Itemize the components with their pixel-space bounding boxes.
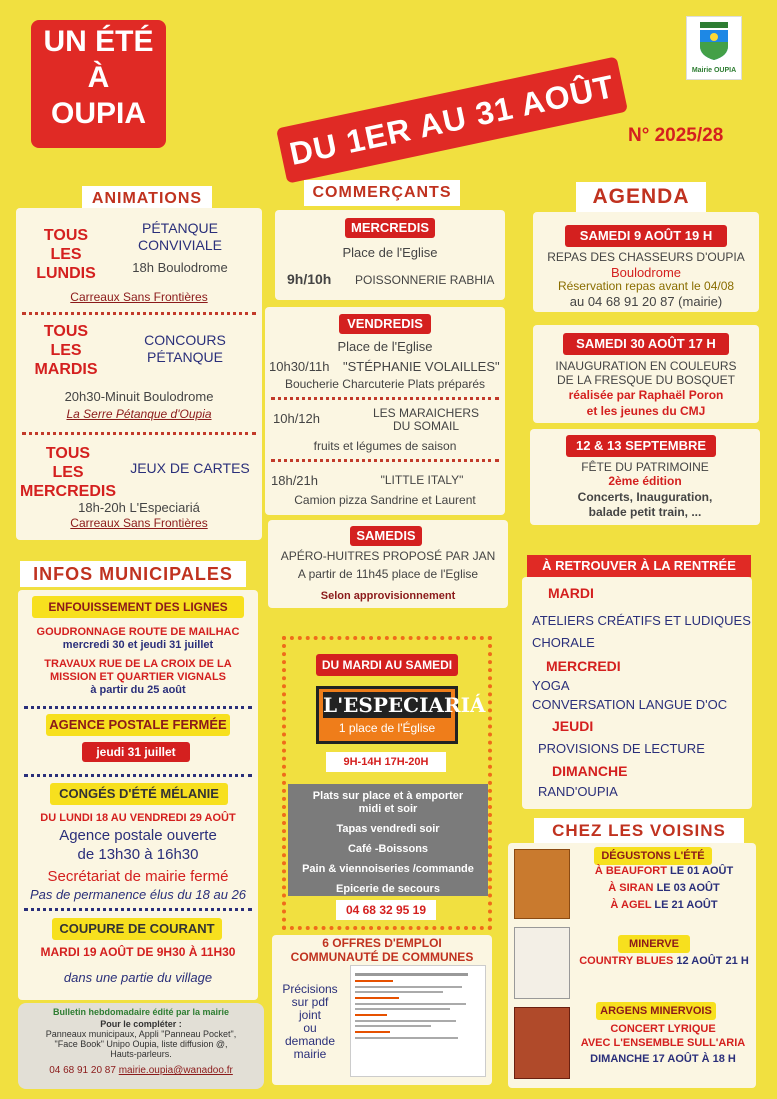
- especiaria-address: 1 place de l'Église: [338, 721, 436, 735]
- act-concours: CONCOURS PÉTANQUE: [144, 332, 226, 365]
- samedis-tag: SAMEDIS: [350, 526, 422, 546]
- mercredis-vendor: POISSONNERIE RABHIA: [355, 273, 495, 287]
- voisins-2-line-1: COUNTRY BLUES 12 AOÛT 21 H: [579, 955, 749, 967]
- agenda-event-3: [530, 429, 760, 525]
- rentree-item-5: PROVISIONS DE LECTURE: [538, 741, 705, 756]
- rentree-card: [522, 577, 752, 809]
- org-lundis: Carreaux Sans Frontières: [70, 290, 208, 304]
- vendredis-tag: VENDREDIS: [339, 314, 431, 334]
- divider: [24, 706, 252, 709]
- bulletin-contact: [18, 1065, 264, 1076]
- especiaria-phone: 04 68 32 95 19: [336, 900, 436, 920]
- especiaria-offers: Plats sur place et à emporter midi et soir Tapas vendredi soir Café -Boissons Pain & viennoiseries /commande Epicerie de secours: [288, 784, 488, 896]
- voisins-3-tag: ARGENS MINERVOIS: [596, 1002, 716, 1020]
- vendredis-desc-3: Camion pizza Sandrine et Laurent: [294, 493, 476, 507]
- animations-header: ANIMATIONS: [82, 186, 212, 212]
- vendredis-desc-2: fruits et légumes de saison: [313, 439, 457, 453]
- poster-concert: [514, 1007, 570, 1079]
- samedis-line-3: Selon approvisionnement: [320, 590, 456, 602]
- especiaria-days-tag: DU MARDI AU SAMEDI: [316, 654, 458, 676]
- coat-of-arms-icon: [694, 20, 734, 62]
- mercredis-place: Place de l'Eglise: [342, 245, 438, 260]
- event-2-line-2: DE LA FRESQUE DU BOSQUET: [556, 373, 736, 387]
- voisins-1-line-2: À SIRAN LE 03 AOÛT: [608, 882, 720, 894]
- emploi-title-2: COMMUNAUTÉ DE COMMUNES: [290, 950, 474, 964]
- emploi-document-preview: [350, 965, 486, 1077]
- event-3-tag: 12 & 13 SEPTEMBRE: [566, 435, 716, 457]
- goudronnage-title: GOUDRONNAGE ROUTE DE MAILHAC: [36, 626, 240, 638]
- event-3-line-3: Concerts, Inauguration,: [577, 490, 713, 504]
- vendredis-time-2: 10h/12h: [273, 411, 320, 426]
- title-line-3: OUPIA: [50, 97, 146, 130]
- especiaria-box: [282, 636, 492, 930]
- event-2-line-3: réalisée par Raphaël Poron: [568, 388, 724, 402]
- event-2-line-1: INAUGURATION EN COULEURS: [555, 359, 737, 373]
- bulletin-line-1: Bulletin hebdomadaire édité par la mairie: [52, 1007, 230, 1017]
- goudronnage-dates: mercredi 30 et jeudi 31 juillet: [62, 639, 214, 651]
- bulletin-box: [18, 1003, 264, 1089]
- agenda-event-1: [533, 212, 759, 312]
- samedis-card: [268, 520, 508, 608]
- dates-banner: DU 1ER AU 31 AOÛT: [276, 56, 628, 183]
- divider: [24, 908, 252, 911]
- conges-dates: DU LUNDI 18 AU VENDREDI 29 AOÛT: [40, 812, 236, 824]
- especiaria-logo: [316, 686, 486, 744]
- agenda-header: AGENDA: [576, 182, 706, 212]
- emploi-title-1: 6 OFFRES D'EMPLOI: [322, 936, 442, 950]
- divider: [22, 312, 256, 315]
- animations-card: [16, 208, 262, 540]
- commercants-header: COMMERÇANTS: [304, 180, 460, 206]
- emploi-card: [272, 935, 492, 1085]
- event-1-line-3: Réservation repas avant le 04/08: [557, 279, 735, 293]
- coupure-date: MARDI 19 AOÛT DE 9H30 À 11H30: [40, 945, 236, 959]
- rentree-item-4: CONVERSATION LANGUE D'OC: [532, 697, 728, 712]
- divider: [22, 432, 256, 435]
- act-petanque: PÉTANQUE CONVIVIALE: [137, 220, 223, 253]
- enfouissement-tag: ENFOUISSEMENT DES LIGNES: [32, 596, 244, 618]
- bulletin-email[interactable]: mairie.oupia@wanadoo.fr: [118, 1065, 233, 1076]
- title-line-1: UN ÉTÉ: [43, 25, 154, 58]
- travaux-date: à partir du 25 août: [90, 684, 186, 696]
- act-jeux: JEUX DE CARTES: [130, 460, 250, 476]
- divider: [24, 774, 252, 777]
- coupure-where: dans une partie du village: [63, 970, 213, 985]
- samedis-line-1: APÉRO-HUITRES PROPOSÉ PAR JAN: [280, 549, 496, 563]
- infos-card: [18, 590, 258, 1000]
- voisins-1-tag: DÉGUSTONS L'ÉTÉ: [594, 847, 712, 865]
- event-3-line-2: 2ème édition: [608, 474, 682, 488]
- org-mardis: La Serre Pétanque d'Oupia: [66, 407, 212, 421]
- time-mercredis: 18h-20h L'Especiariá: [78, 500, 200, 515]
- travaux-line-1: TRAVAUX RUE DE LA CROIX DE LA: [44, 658, 232, 670]
- rentree-item-6: RAND'OUPIA: [538, 784, 618, 799]
- event-1-line-1: REPAS DES CHASSEURS D'OUPIA: [547, 250, 745, 264]
- event-2-line-4: et les jeunes du CMJ: [586, 404, 706, 418]
- title-line-2: À: [87, 61, 110, 94]
- day-mercredis: TOUS LES MERCREDIS: [20, 445, 117, 500]
- vendredis-vendor-1: "STÉPHANIE VOLAILLES": [343, 359, 500, 374]
- event-1-line-2: Boulodrome: [610, 265, 682, 280]
- event-3-line-4: balade petit train, ...: [588, 505, 702, 519]
- event-1-line-4: au 04 68 91 20 87 (mairie): [569, 294, 723, 309]
- especiaria-name: L'ESPECIARIÁ: [323, 693, 486, 717]
- time-lundis: 18h Boulodrome: [132, 260, 228, 275]
- day-mardis: TOUS LES MARDIS: [34, 323, 98, 378]
- voisins-3-line-2: AVEC L'ENSEMBLE SULL'ARIA: [580, 1037, 746, 1049]
- vendredis-time-1: 10h30/11h: [269, 359, 330, 374]
- voisins-3-line-1: CONCERT LYRIQUE: [610, 1023, 716, 1035]
- time-mardis: 20h30-Minuit Boulodrome: [64, 389, 214, 404]
- divider: [271, 397, 499, 400]
- coupure-tag: COUPURE DE COURANT: [52, 918, 222, 940]
- voisins-1-line-3: À AGEL LE 21 AOÛT: [610, 899, 718, 911]
- vendredis-vendor-3: "LITTLE ITALY": [380, 473, 464, 487]
- infos-header: INFOS MUNICIPALES: [20, 561, 246, 587]
- mairie-logo: [686, 16, 742, 80]
- logo-caption: Mairie OUPIA: [691, 67, 737, 74]
- poster-degustons: [514, 849, 570, 919]
- day-lundis: TOUS LES LUNDIS: [36, 227, 96, 282]
- agenda-event-2: [533, 325, 759, 423]
- bulletin-line-5: Hauts-parleurs.: [110, 1049, 172, 1059]
- emploi-precisions: Précisions sur pdf joint ou demande mairie: [282, 982, 338, 1061]
- conges-line-3: Secrétariat de mairie fermé: [47, 868, 229, 885]
- voisins-1-line-1: À BEAUFORT LE 01 AOÛT: [594, 865, 734, 877]
- bulletin-phone: 04 68 91 20 87: [49, 1065, 116, 1076]
- mercredis-card: [275, 210, 505, 300]
- divider: [271, 459, 499, 462]
- conges-line-4: Pas de permanence élus du 18 au 26: [29, 887, 247, 902]
- vendredis-time-3: 18h/21h: [271, 473, 318, 488]
- especiaria-hours: 9H-14H 17H-20H: [326, 752, 446, 772]
- vendredis-card: [265, 307, 505, 515]
- travaux-line-2: MISSION ET QUARTIER VIGNALS: [49, 671, 226, 683]
- conges-line-2: de 13h30 à 16h30: [77, 846, 199, 863]
- voisins-3-line-3: DIMANCHE 17 AOÛT À 18 H: [590, 1053, 736, 1065]
- org-mercredis: Carreaux Sans Frontières: [70, 516, 208, 530]
- event-1-tag: SAMEDI 9 AOÛT 19 H: [565, 225, 727, 247]
- samedis-line-2: A partir de 11h45 place de l'Eglise: [297, 567, 479, 581]
- voisins-header: CHEZ LES VOISINS: [534, 818, 744, 844]
- rentree-mardi: MARDI: [548, 585, 594, 601]
- rentree-header: À RETROUVER À LA RENTRÉE: [527, 555, 751, 577]
- vendredis-vendor-2: LES MARAICHERS DU SOMAIL: [372, 406, 480, 433]
- event-3-line-1: FÊTE DU PATRIMOINE: [581, 460, 709, 474]
- conges-tag: CONGÉS D'ÉTÉ MÉLANIE: [50, 783, 228, 805]
- vendredis-desc-1: Boucherie Charcuterie Plats préparés: [284, 377, 486, 391]
- event-2-tag: SAMEDI 30 AOÛT 17 H: [563, 333, 729, 355]
- rentree-dimanche: DIMANCHE: [552, 763, 628, 779]
- poster-mardis: [514, 927, 570, 999]
- title-block: [31, 20, 166, 148]
- rentree-mercredi: MERCREDI: [546, 658, 621, 674]
- rentree-item-3: YOGA: [532, 678, 570, 693]
- agence-date: jeudi 31 juillet: [82, 742, 190, 762]
- mercredis-time: 9h/10h: [287, 271, 332, 287]
- rentree-item-2: CHORALE: [532, 635, 595, 650]
- voisins-2-tag: MINERVE: [618, 935, 690, 953]
- rentree-item-1: ATELIERS CRÉATIFS ET LUDIQUES: [532, 613, 751, 628]
- bulletin-line-3: Panneaux municipaux, Appli "Panneau Pocket",: [45, 1029, 237, 1039]
- issue-number: N° 2025/28: [628, 125, 724, 146]
- rentree-jeudi: JEUDI: [552, 718, 594, 734]
- vendredis-place: Place de l'Eglise: [337, 339, 433, 354]
- voisins-card: [508, 843, 756, 1088]
- conges-line-1: Agence postale ouverte: [59, 827, 217, 844]
- bulletin-line-4: "Face Book" Unipo Oupia, liste diffusion @,: [54, 1039, 228, 1049]
- mercredis-tag: MERCREDIS: [345, 218, 435, 238]
- agence-tag: AGENCE POSTALE FERMÉE: [46, 714, 230, 736]
- bulletin-line-2: Pour le compléter :: [100, 1019, 182, 1029]
